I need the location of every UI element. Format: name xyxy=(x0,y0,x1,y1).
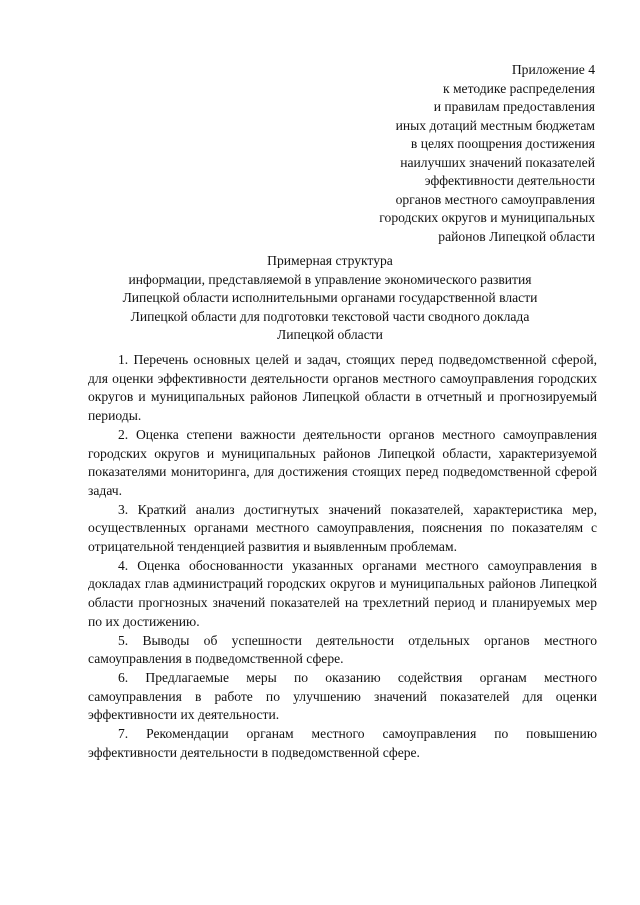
list-item: 5. Выводы об успешности деятельности отдельных органов местного самоуправления в подведомственной сфере. xyxy=(88,632,597,667)
annex-line: иных дотаций местным бюджетам xyxy=(395,117,595,133)
annex-header xyxy=(275,61,595,246)
title-line: информации, представляемой в управление экономического развития xyxy=(128,271,532,287)
list-item: 6. Предлагаемые меры по оказанию содействия органам местного самоуправления в работе по улучшению значений показателей для оценки эффективности их деятельности. xyxy=(88,669,597,723)
list-item: 2. Оценка степени важности деятельности органов местного самоуправления городских округов и муниципальных районов Липецкой области, характеризуемой показателями мониторинга, для достижения стоящих перед подведомственной сферой задач. xyxy=(88,426,597,498)
annex-line: в целях поощрения достижения xyxy=(410,136,595,151)
annex-line: и правилам предоставления xyxy=(433,99,595,114)
title-line: Липецкой области исполнительными органами государственной власти xyxy=(122,290,538,306)
annex-line: эффективности деятельности xyxy=(424,173,595,188)
list-item: 4. Оценка обоснованности указанных органами местного самоуправления в докладах глав администраций городских округов и муниципальных районов Липецкой области прогнозных значений показателей на трехлетний период и планируемых мер по их достижению. xyxy=(88,557,597,629)
annex-line: к методике распределения xyxy=(442,80,595,96)
title-line: Липецкой области xyxy=(277,327,383,343)
annex-line: районов Липецкой области xyxy=(438,228,595,244)
annex-line: наилучших значений показателей xyxy=(400,154,595,170)
annex-line: Приложение 4 xyxy=(511,62,595,77)
list-item: 3. Краткий анализ достигнутых значений показателей, характеристика мер, осуществленных органами местного самоуправления, пояснения по показателям с отрицательной тенденцией развития и выявленным проблемам. xyxy=(88,501,597,555)
document-body xyxy=(88,351,597,762)
annex-line: городских округов и муниципальных xyxy=(379,210,595,225)
title-line: Примерная структура xyxy=(267,253,393,268)
list-item: 7. Рекомендации органам местного самоуправления по повышению эффективности деятельности в подведомственной сфере. xyxy=(88,726,597,760)
annex-line: органов местного самоуправления xyxy=(395,191,595,207)
title-line: Липецкой области для подготовки текстовой части сводного доклада xyxy=(130,308,530,324)
document-title xyxy=(60,252,600,345)
list-item: 1. Перечень основных целей и задач, стоящих перед подведомственной сферой, для оценки эффективности деятельности органов местного самоуправления городских округов и муниципальных районов Липецкой области в отчетный и прогнозируемый периоды. xyxy=(88,352,597,424)
